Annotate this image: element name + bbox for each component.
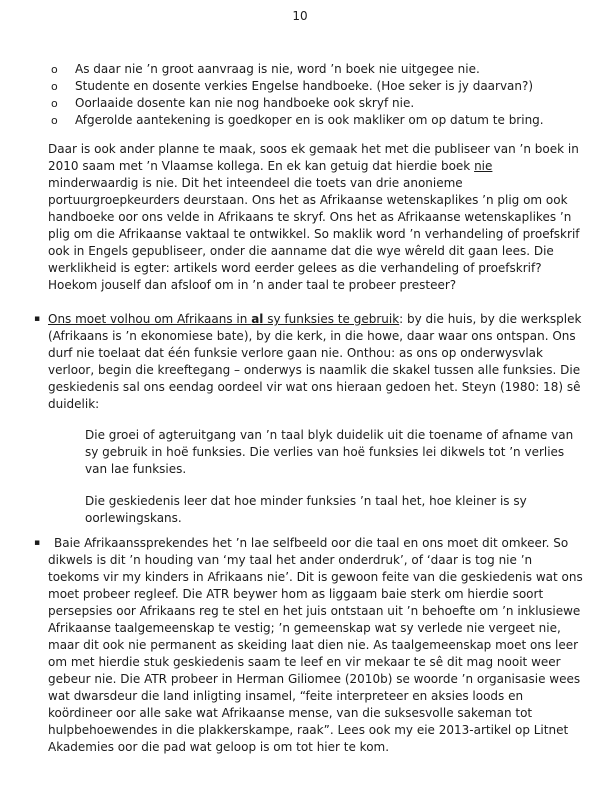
square-bullet-icon: ▪ <box>34 314 41 324</box>
objections-list <box>48 61 586 129</box>
paragraph-text: Daar is ook ander planne te maak, soos ek gemaak het met die publiseer van ’n boek in 2010 saam met ’n Vlaamse kollega. En ek kan getuig dat hierdie boek <box>48 142 579 173</box>
list-item-text: Afgerolde aantekening is goedkoper en is ook makliker om op datum te bring. <box>75 113 544 127</box>
bullet-heading-bold: al <box>251 312 264 326</box>
publishing-paragraph <box>48 141 586 294</box>
list-item-text: Studente en dosente verkies Engelse handboeke. (Hoe seker is jy daarvan?) <box>75 79 534 93</box>
list-item-text: Oorlaaide dosente kan nie nog handboeke ook skryf nie. <box>75 96 415 110</box>
underlined-word: nie <box>474 159 493 173</box>
list-item-text: As daar nie ’n groot aanvraag is nie, word ’n boek nie uitgegee nie. <box>75 62 480 76</box>
bullet-heading: sy funksies te gebruik <box>263 312 400 326</box>
page-number: 10 <box>292 9 308 23</box>
list-item <box>48 78 586 95</box>
bullet-text: : by die huis, by die werksplek (Afrikaans is ’n ekonomiese bate), by die kerk, in die howe, daar waar ons ontspan. Ons durf nie toelaat dat één funksie verlore gaan nie. Onthou: as ons op onderwysvlak verloor, begin die kreeftegang – onderwys is naamlik die skakel tussen alle funksies. Die geskiedenis sal ons eendag oordeel vir wat ons hieraan gedoen het. Steyn (1980: 18) sê duidelik: <box>48 312 582 411</box>
bullet-functions <box>34 311 586 413</box>
list-item <box>48 95 586 112</box>
circle-bullet-icon: o <box>51 80 58 93</box>
bullet-text: Baie Afrikaanssprekendes het ’n lae selfbeeld oor die taal en ons moet dit omkeer. So dikwels is dit ’n houding van ‘my taal het ander onderdruk’, of ‘daar is tog nie ’n toekoms vir my kinders in Afrikaans nie’. Dit is gewoon feite van die geskiedenis wat ons moet probeer regleef. Die ATR beywer hom as liggaam baie sterk om hierdie soort persepsies oor Afrikaans reg te stel en het juis ontstaan uit ’n behoefte om ’n inklusiewe Afrikaanse taalgemeenskap te vestig; ’n gemeenskap wat sy verlede nie vergeet nie, maar dit ook nie permanent as skeiding laat dien nie. As taalgemeenskap moet ons leer om met hierdie stuk geskiedenis saam te leef en vir mekaar te sê dit mag nooit weer gebeur nie. Die ATR probeer in Herman Giliomee (2010b) se woorde ’n organisasie wees wat dwarsdeur die land inligting insamel, “feite interpreteer en aksies loods en koördineer oor alle sake wat Afrikaanse mense, van die suksesvolle sakeman tot hulpbehoewendes in die plakkerskampe, raak”. Lees ook my eie 2013-artikel op Litnet Akademies oor die pad wat geloop is om tot hier te kom. <box>48 536 583 754</box>
list-item <box>48 61 586 78</box>
bullet-heading: Ons moet volhou om Afrikaans in <box>48 312 252 326</box>
bullet-selfimage <box>34 535 586 756</box>
list-item <box>48 112 586 129</box>
circle-bullet-icon: o <box>51 97 58 110</box>
circle-bullet-icon: o <box>51 63 58 76</box>
steyn-quote-para1: Die groei of agteruitgang van ’n taal blyk duidelik uit die toename of afname van sy gebruik in hoë funksies. Die verlies van hoë funksies lei dikwels tot ’n verlies van lae funksies. <box>85 428 574 476</box>
circle-bullet-icon: o <box>51 114 58 127</box>
paragraph-text: minderwaardig is nie. Dit het inteendeel die toets van drie anonieme portuurgroepkeurders deurstaan. Ons het as Afrikaanse wetenskaplikes ’n plig om ook handboeke oor ons velde in Afrikaans te skryf. Ons het as Afrikaanse wetenskaplikes ’n plig om die Afrikaanse vaktaal te ontwikkel. So maklik word ’n verhandeling of proefskrif ook in Engels gepubliseer, onder die aanname dat die wye wêreld dit gaan lees. Die werklikheid is egter: artikels word eerder gelees as die verhandeling of proefskrif? Hoekom jouself dan afsloof om in ’n ander taal te probeer presteer? <box>48 176 580 292</box>
square-bullet-icon: ▪ <box>34 538 41 548</box>
steyn-quote-para2: Die geskiedenis leer dat hoe minder funksies ’n taal het, hoe kleiner is sy oorlewingskans. <box>85 494 527 525</box>
